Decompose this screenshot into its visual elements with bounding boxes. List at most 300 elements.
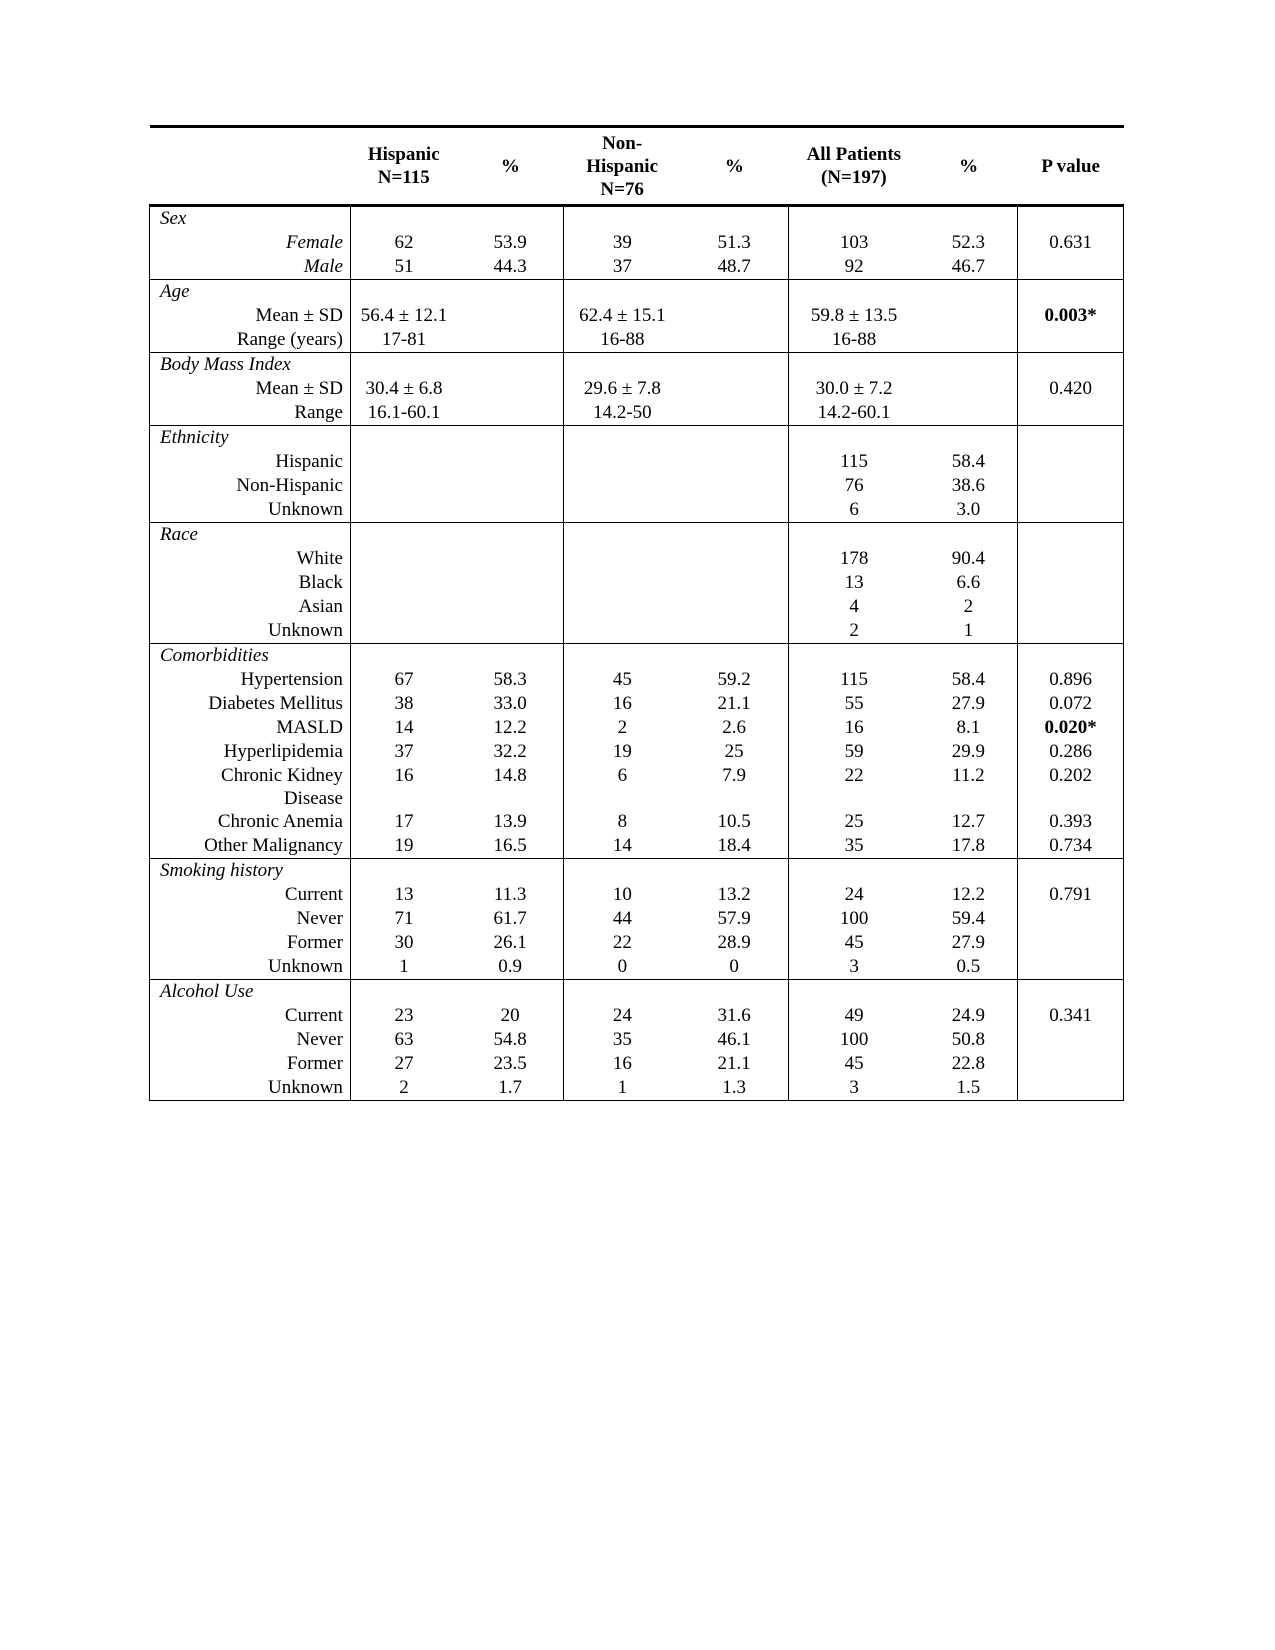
row-label: White	[150, 547, 351, 571]
empty-cell	[681, 353, 789, 378]
nonhispanic-count: 62.4 ± 15.1	[564, 304, 681, 328]
all-pct: 3.0	[956, 499, 981, 520]
empty-cell	[564, 859, 681, 884]
p-value: 0.003*	[1018, 304, 1124, 328]
empty-cell	[1018, 426, 1124, 451]
row-label: Unknown	[150, 955, 351, 980]
hispanic-pct: 32.2	[493, 741, 527, 762]
header-pct-hispanic: %	[500, 155, 520, 177]
all-count: 178	[788, 547, 919, 571]
hispanic-pct	[457, 498, 564, 523]
all-count: 24	[788, 883, 919, 907]
nonhispanic-pct: 28.9	[717, 932, 751, 953]
empty-cell	[788, 206, 919, 232]
p-value	[1018, 498, 1124, 523]
all-count: 115	[788, 450, 919, 474]
section-title: Smoking history	[150, 859, 351, 884]
table-row	[150, 231, 1124, 255]
empty-cell	[350, 280, 457, 305]
hispanic-count	[350, 498, 457, 523]
row-label: MASLD	[150, 716, 351, 740]
empty-cell	[788, 353, 919, 378]
all-count: 6	[788, 498, 919, 523]
p-value	[1018, 595, 1124, 619]
section-title: Comorbidities	[150, 644, 351, 669]
nonhispanic-pct	[681, 595, 789, 619]
hispanic-pct: 20	[500, 1005, 520, 1026]
nonhispanic-count: 1	[564, 1076, 681, 1101]
table-row	[150, 931, 1124, 955]
all-pct: 27.9	[951, 932, 985, 953]
nonhispanic-count: 16	[564, 692, 681, 716]
nonhispanic-pct	[681, 474, 789, 498]
all-pct: 11.2	[952, 765, 985, 786]
row-label: Female	[150, 231, 351, 255]
empty-cell	[681, 280, 789, 305]
hispanic-pct	[457, 328, 564, 353]
empty-cell	[919, 859, 1017, 884]
p-value: 0.072	[1018, 692, 1124, 716]
table-row	[150, 883, 1124, 907]
nonhispanic-count: 22	[564, 931, 681, 955]
hispanic-count	[350, 450, 457, 474]
nonhispanic-pct: 57.9	[717, 908, 751, 929]
all-pct: 90.4	[951, 548, 985, 569]
empty-cell	[350, 353, 457, 378]
header-hispanic-line1: Hispanic	[367, 144, 440, 165]
table-row	[150, 474, 1124, 498]
hispanic-count: 67	[350, 668, 457, 692]
table-row	[150, 692, 1124, 716]
row-label	[150, 764, 351, 810]
all-count: 16	[788, 716, 919, 740]
nonhispanic-count: 24	[564, 1004, 681, 1028]
hispanic-pct: 12.2	[493, 717, 527, 738]
hispanic-pct: 26.1	[493, 932, 527, 953]
section-title: Ethnicity	[150, 426, 351, 451]
empty-cell	[1018, 644, 1124, 669]
nonhispanic-pct	[681, 498, 789, 523]
row-label: Mean ± SD	[150, 377, 351, 401]
nonhispanic-pct: 25	[724, 741, 744, 762]
hispanic-pct: 58.3	[493, 669, 527, 690]
p-value: 0.020*	[1018, 716, 1124, 740]
empty-cell	[919, 980, 1017, 1005]
table-row	[150, 907, 1124, 931]
empty-cell	[350, 426, 457, 451]
empty-cell	[788, 523, 919, 548]
p-value	[1018, 907, 1124, 931]
nonhispanic-count	[564, 571, 681, 595]
all-count: 100	[788, 1028, 919, 1052]
section-title: Race	[150, 523, 351, 548]
empty-cell	[919, 206, 1017, 232]
all-pct: 29.9	[951, 741, 985, 762]
section-header-row	[150, 980, 1124, 1005]
empty-cell	[1018, 523, 1124, 548]
nonhispanic-pct: 51.3	[717, 232, 751, 253]
nonhispanic-pct: 59.2	[717, 669, 751, 690]
all-pct: 1	[963, 620, 974, 641]
nonhispanic-pct: 0	[729, 956, 739, 977]
hispanic-count: 2	[350, 1076, 457, 1101]
nonhispanic-count: 8	[564, 810, 681, 834]
section-title: Alcohol Use	[150, 980, 351, 1005]
empty-cell	[457, 353, 564, 378]
nonhispanic-count: 10	[564, 883, 681, 907]
hispanic-count: 17-81	[350, 328, 457, 353]
empty-cell	[564, 353, 681, 378]
hispanic-count: 56.4 ± 12.1	[350, 304, 457, 328]
all-count: 45	[788, 931, 919, 955]
empty-cell	[919, 523, 1017, 548]
nonhispanic-count	[564, 595, 681, 619]
hispanic-pct: 13.9	[493, 811, 527, 832]
all-pct: 17.8	[951, 835, 985, 856]
header-all-line2: (N=197)	[820, 167, 887, 188]
all-count: 100	[788, 907, 919, 931]
p-value	[1018, 401, 1124, 426]
all-pct: 52.3	[951, 232, 985, 253]
nonhispanic-count: 6	[564, 764, 681, 810]
header-hispanic	[350, 127, 457, 206]
hispanic-count: 16	[350, 764, 457, 810]
hispanic-count: 14	[350, 716, 457, 740]
p-value	[1018, 547, 1124, 571]
empty-cell	[457, 523, 564, 548]
all-count: 25	[788, 810, 919, 834]
nonhispanic-pct: 2.6	[722, 717, 746, 738]
empty-cell	[681, 426, 789, 451]
hispanic-count: 1	[350, 955, 457, 980]
nonhispanic-pct	[681, 304, 789, 328]
table-row	[150, 619, 1124, 644]
table-body	[150, 206, 1124, 1101]
row-label: Former	[150, 931, 351, 955]
hispanic-count: 51	[350, 255, 457, 280]
hispanic-pct: 53.9	[493, 232, 527, 253]
all-pct: 50.8	[951, 1029, 985, 1050]
nonhispanic-pct	[681, 571, 789, 595]
p-value: 0.286	[1018, 740, 1124, 764]
empty-cell	[350, 644, 457, 669]
table-row	[150, 716, 1124, 740]
all-pct: 6.6	[956, 572, 981, 593]
empty-cell	[564, 280, 681, 305]
all-count: 3	[788, 955, 919, 980]
all-count: 59.8 ± 13.5	[788, 304, 919, 328]
nonhispanic-count: 39	[564, 231, 681, 255]
hispanic-pct: 54.8	[493, 1029, 527, 1050]
header-pvalue: P value	[1041, 155, 1100, 177]
header-pct-all: %	[959, 155, 979, 177]
table-row	[150, 810, 1124, 834]
empty-cell	[681, 980, 789, 1005]
nonhispanic-count	[564, 474, 681, 498]
hispanic-pct: 61.7	[493, 908, 527, 929]
hispanic-count	[350, 619, 457, 644]
empty-cell	[1018, 980, 1124, 1005]
all-count: 59	[788, 740, 919, 764]
table-row	[150, 498, 1124, 523]
row-label: Unknown	[150, 1076, 351, 1101]
row-label: Never	[150, 1028, 351, 1052]
section-header-row	[150, 644, 1124, 669]
nonhispanic-pct: 1.3	[681, 1076, 789, 1101]
row-label: Male	[150, 255, 351, 280]
empty-cell	[681, 523, 789, 548]
nonhispanic-count: 14	[564, 834, 681, 859]
all-count: 49	[788, 1004, 919, 1028]
header-nonhispanic-line2: Hispanic	[586, 155, 659, 177]
p-value	[1018, 931, 1124, 955]
empty-cell	[457, 859, 564, 884]
row-label: Chronic Anemia	[150, 810, 351, 834]
empty-cell	[350, 206, 457, 232]
nonhispanic-count	[564, 450, 681, 474]
all-count: 103	[788, 231, 919, 255]
table-row	[150, 668, 1124, 692]
hispanic-pct	[457, 571, 564, 595]
hispanic-count	[350, 474, 457, 498]
row-label: Unknown	[150, 619, 351, 644]
nonhispanic-pct: 10.5	[717, 811, 751, 832]
hispanic-pct: 14.8	[493, 765, 527, 786]
all-count: 22	[788, 764, 919, 810]
hispanic-count: 37	[350, 740, 457, 764]
hispanic-pct: 11.3	[493, 884, 527, 905]
empty-cell	[350, 859, 457, 884]
empty-cell	[919, 426, 1017, 451]
hispanic-count: 30	[350, 931, 457, 955]
row-label: Range	[150, 401, 351, 426]
table-row	[150, 1052, 1124, 1076]
nonhispanic-count	[564, 547, 681, 571]
nonhispanic-count: 37	[564, 255, 681, 280]
all-count: 3	[788, 1076, 919, 1101]
hispanic-count: 23	[350, 1004, 457, 1028]
empty-cell	[919, 280, 1017, 305]
table-row	[150, 1028, 1124, 1052]
empty-cell	[564, 644, 681, 669]
all-pct	[919, 328, 1017, 353]
header-pct-nonhispanic: %	[724, 155, 744, 177]
table-row	[150, 377, 1124, 401]
hispanic-count: 30.4 ± 6.8	[350, 377, 457, 401]
hispanic-pct: 16.5	[493, 835, 527, 856]
hispanic-pct: 1.7	[457, 1076, 564, 1101]
p-value: 0.631	[1018, 231, 1124, 255]
all-count: 55	[788, 692, 919, 716]
section-title: Sex	[150, 206, 351, 232]
section-title: Body Mass Index	[150, 353, 351, 378]
hispanic-pct	[457, 547, 564, 571]
empty-cell	[919, 353, 1017, 378]
table-row	[150, 255, 1124, 280]
nonhispanic-count: 19	[564, 740, 681, 764]
empty-cell	[788, 859, 919, 884]
table-row	[150, 571, 1124, 595]
hispanic-count: 38	[350, 692, 457, 716]
empty-cell	[457, 644, 564, 669]
all-count: 30.0 ± 7.2	[788, 377, 919, 401]
empty-cell	[457, 280, 564, 305]
all-pct: 24.9	[951, 1005, 985, 1026]
hispanic-pct	[457, 401, 564, 426]
all-pct: 0.5	[956, 956, 981, 977]
row-label: Mean ± SD	[150, 304, 351, 328]
p-value: 0.420	[1018, 377, 1124, 401]
nonhispanic-count: 2	[564, 716, 681, 740]
p-value	[1018, 474, 1124, 498]
all-pct	[919, 401, 1017, 426]
p-value	[1018, 571, 1124, 595]
row-label: Range (years)	[150, 328, 351, 353]
all-pct	[919, 304, 1017, 328]
header-blank	[150, 127, 351, 206]
p-value: 0.791	[1018, 883, 1124, 907]
section-title: Age	[150, 280, 351, 305]
hispanic-count: 13	[350, 883, 457, 907]
empty-cell	[564, 206, 681, 232]
hispanic-count: 19	[350, 834, 457, 859]
row-label: Non-Hispanic	[150, 474, 351, 498]
p-value: 0.202	[1018, 764, 1124, 810]
hispanic-pct	[457, 450, 564, 474]
p-value	[1018, 255, 1124, 280]
nonhispanic-pct: 13.2	[717, 884, 751, 905]
empty-cell	[350, 980, 457, 1005]
hispanic-count: 17	[350, 810, 457, 834]
table-row	[150, 401, 1124, 426]
all-pct: 2	[963, 596, 974, 617]
all-count: 115	[788, 668, 919, 692]
nonhispanic-count: 16	[564, 1052, 681, 1076]
all-pct: 58.4	[951, 669, 985, 690]
hispanic-pct	[457, 377, 564, 401]
table-header	[150, 127, 1124, 206]
demographics-table	[149, 125, 1124, 1101]
empty-cell	[681, 859, 789, 884]
nonhispanic-count: 45	[564, 668, 681, 692]
all-count: 2	[788, 619, 919, 644]
all-pct: 12.2	[951, 884, 985, 905]
all-pct: 8.1	[956, 717, 981, 738]
empty-cell	[681, 206, 789, 232]
empty-cell	[788, 644, 919, 669]
hispanic-pct: 23.5	[493, 1053, 527, 1074]
nonhispanic-pct	[681, 547, 789, 571]
p-value	[1018, 328, 1124, 353]
nonhispanic-count: 29.6 ± 7.8	[564, 377, 681, 401]
row-label: Asian	[150, 595, 351, 619]
empty-cell	[681, 644, 789, 669]
table-row	[150, 740, 1124, 764]
empty-cell	[350, 523, 457, 548]
section-header-row	[150, 426, 1124, 451]
p-value: 0.341	[1018, 1004, 1124, 1028]
all-pct: 22.8	[951, 1053, 985, 1074]
nonhispanic-pct	[681, 619, 789, 644]
hispanic-pct	[457, 619, 564, 644]
table-row	[150, 1004, 1124, 1028]
p-value	[1018, 1052, 1124, 1076]
nonhispanic-pct	[681, 401, 789, 426]
p-value: 0.734	[1018, 834, 1124, 859]
empty-cell	[788, 280, 919, 305]
all-pct: 12.7	[951, 811, 985, 832]
nonhispanic-count: 44	[564, 907, 681, 931]
hispanic-count: 62	[350, 231, 457, 255]
all-count: 13	[788, 571, 919, 595]
hispanic-count	[350, 571, 457, 595]
all-count: 92	[788, 255, 919, 280]
nonhispanic-pct: 21.1	[717, 693, 751, 714]
table-row	[150, 304, 1124, 328]
hispanic-count: 71	[350, 907, 457, 931]
p-value	[1018, 450, 1124, 474]
empty-cell	[564, 426, 681, 451]
nonhispanic-count: 14.2-50	[564, 401, 681, 426]
table-row	[150, 834, 1124, 859]
header-nonhispanic-line3: N=76	[600, 178, 644, 200]
hispanic-count	[350, 595, 457, 619]
table-row	[150, 955, 1124, 980]
empty-cell	[788, 426, 919, 451]
table-row	[150, 764, 1124, 810]
hispanic-count: 16.1-60.1	[350, 401, 457, 426]
nonhispanic-count: 0	[564, 955, 681, 980]
nonhispanic-pct: 7.9	[722, 765, 746, 786]
empty-cell	[1018, 859, 1124, 884]
nonhispanic-pct: 18.4	[717, 835, 751, 856]
all-count: 14.2-60.1	[788, 401, 919, 426]
header-hispanic-line2: N=115	[377, 167, 430, 188]
empty-cell	[564, 523, 681, 548]
p-value: 0.393	[1018, 810, 1124, 834]
p-value	[1018, 1028, 1124, 1052]
empty-cell	[564, 980, 681, 1005]
row-label: Hispanic	[150, 450, 351, 474]
all-count: 4	[788, 595, 919, 619]
p-value	[1018, 1076, 1124, 1101]
nonhispanic-pct: 48.7	[717, 256, 751, 277]
nonhispanic-pct: 46.1	[717, 1029, 751, 1050]
empty-cell	[457, 980, 564, 1005]
nonhispanic-pct: 21.1	[717, 1053, 751, 1074]
empty-cell	[788, 980, 919, 1005]
nonhispanic-count: 16-88	[564, 328, 681, 353]
nonhispanic-pct: 31.6	[717, 1005, 751, 1026]
empty-cell	[457, 426, 564, 451]
table-row	[150, 450, 1124, 474]
hispanic-count: 63	[350, 1028, 457, 1052]
all-count: 35	[788, 834, 919, 859]
hispanic-pct	[457, 595, 564, 619]
hispanic-pct: 33.0	[493, 693, 527, 714]
p-value	[1018, 955, 1124, 980]
hispanic-pct: 0.9	[498, 956, 522, 977]
row-label-line: Disease	[283, 788, 343, 809]
nonhispanic-count	[564, 498, 681, 523]
row-label-line: Chronic Kidney	[221, 765, 343, 786]
section-header-row	[150, 280, 1124, 305]
empty-cell	[457, 206, 564, 232]
all-pct: 27.9	[951, 693, 985, 714]
all-count: 16-88	[788, 328, 919, 353]
row-label: Current	[150, 883, 351, 907]
section-header-row	[150, 859, 1124, 884]
